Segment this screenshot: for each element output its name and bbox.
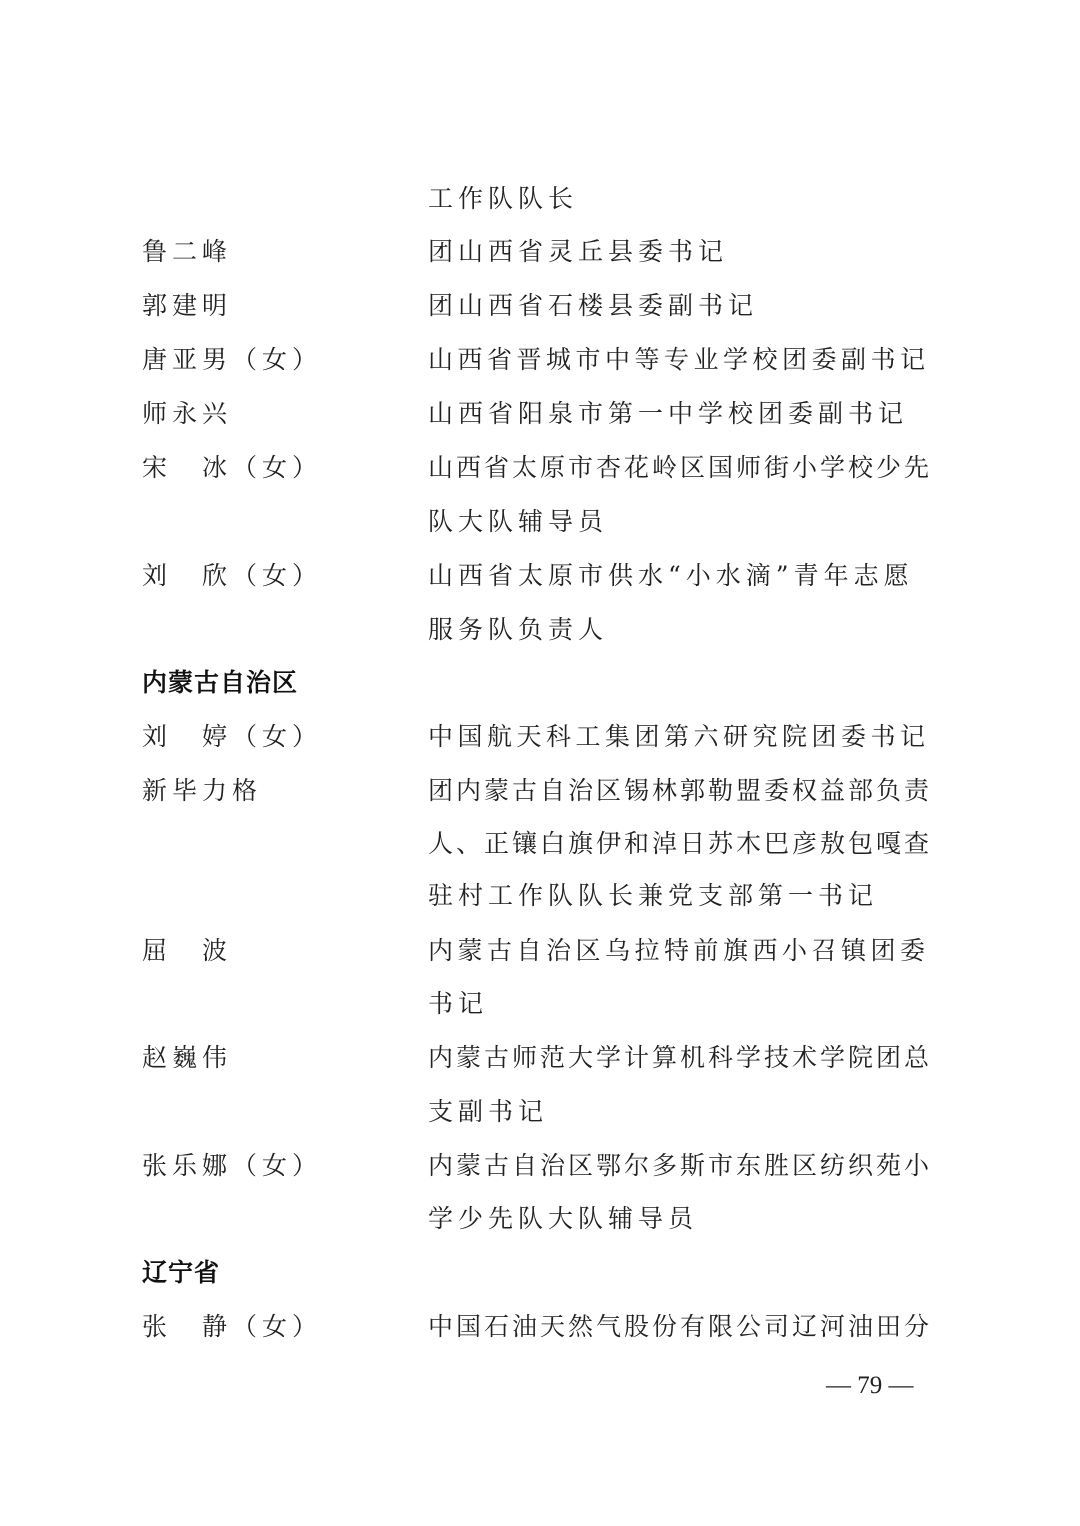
region-heading: 内蒙古自治区 <box>142 668 299 697</box>
person-name: 刘 婷（女） <box>142 722 323 751</box>
title-line: 工作队队长 <box>428 184 579 213</box>
title-line: 山西省晋城市中等专业学校团委副书记 <box>428 345 930 374</box>
title-line: 书记 <box>428 989 489 1018</box>
title-line: 人、正镶白旗伊和淖日苏木巴彦敖包嘎查 <box>428 829 933 858</box>
person-name: 郭建明 <box>142 291 233 320</box>
title-line: 中国航天科工集团第六研究院团委书记 <box>428 722 930 751</box>
person-name: 刘 欣（女） <box>142 561 323 590</box>
person-name: 唐亚男（女） <box>142 345 323 374</box>
page-number: — 79 — <box>826 1372 914 1399</box>
person-name: 鲁二峰 <box>142 237 233 266</box>
title-line: 内蒙古自治区乌拉特前旗西小召镇团委 <box>428 936 930 965</box>
person-name: 新毕力格 <box>142 776 263 805</box>
title-line: 团内蒙古自治区锡林郭勒盟委权益部负责 <box>428 776 933 805</box>
title-line: 中国石油天然气股份有限公司辽河油田分 <box>428 1312 933 1341</box>
person-name: 师永兴 <box>142 399 233 428</box>
person-name: 宋 冰（女） <box>142 453 323 482</box>
region-heading: 辽宁省 <box>142 1258 221 1287</box>
title-line: 山西省阳泉市第一中学校团委副书记 <box>428 399 909 428</box>
person-name: 赵巍伟 <box>142 1043 233 1072</box>
title-line: 队大队辅导员 <box>428 507 609 536</box>
title-line: 学少先队大队辅导员 <box>428 1204 699 1233</box>
person-name: 张乐娜（女） <box>142 1151 323 1180</box>
person-name: 张 静（女） <box>142 1312 323 1341</box>
title-line: 内蒙古师范大学计算机科学技术学院团总 <box>428 1043 933 1072</box>
person-name: 屈 波 <box>142 936 233 965</box>
title-line: 支副书记 <box>428 1097 549 1126</box>
title-line: 团山西省灵丘县委书记 <box>428 237 729 266</box>
title-line: 山西省太原市杏花岭区国师街小学校少先 <box>428 453 933 482</box>
title-line: 团山西省石楼县委副书记 <box>428 291 759 320</box>
title-line: 驻村工作队队长兼党支部第一书记 <box>428 881 879 910</box>
title-line: 服务队负责人 <box>428 615 609 644</box>
title-line: 内蒙古自治区鄂尔多斯市东胜区纺织苑小 <box>428 1151 933 1180</box>
title-line: 山西省太原市供水“小水滴”青年志愿 <box>428 561 914 590</box>
